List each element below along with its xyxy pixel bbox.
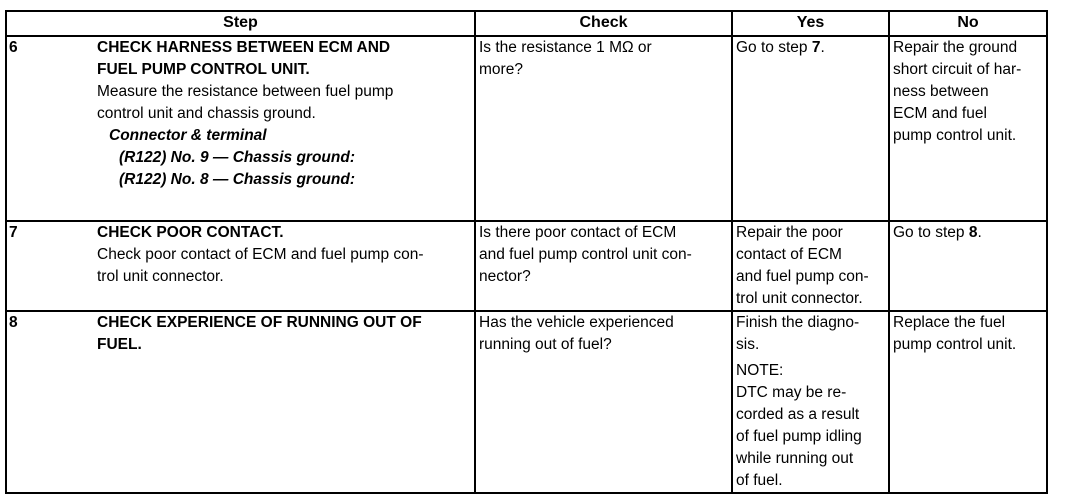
- note-line: while running out: [736, 450, 854, 467]
- note-line: of fuel.: [736, 472, 783, 489]
- no-line: pump control unit.: [893, 336, 1017, 353]
- header-row: [6, 11, 1047, 36]
- yes-suffix: .: [820, 39, 825, 56]
- no-line: ECM and fuel: [893, 105, 987, 122]
- yes-line: [736, 37, 885, 59]
- yes-line: Repair the poor: [736, 224, 843, 241]
- check-line: and fuel pump control unit con-: [479, 246, 692, 263]
- check-line: more?: [479, 61, 523, 78]
- check-line: Has the vehicle experienced: [479, 314, 674, 331]
- table-row: [6, 36, 1047, 221]
- check-line: running out of fuel?: [479, 336, 612, 353]
- yes-cell: [732, 221, 889, 311]
- terminal-line: (R122) No. 8 — Chassis ground:: [119, 171, 355, 188]
- check-line: nector?: [479, 268, 531, 285]
- step-title-line: FUEL.: [97, 336, 142, 353]
- check-cell: [475, 221, 732, 311]
- table-row: [6, 311, 1047, 493]
- terminal-line: (R122) No. 9 — Chassis ground:: [119, 149, 355, 166]
- check-cell: [475, 311, 732, 493]
- yes-line: and fuel pump con-: [736, 268, 869, 285]
- no-cell: [889, 36, 1047, 221]
- no-line: ness between: [893, 83, 989, 100]
- header-yes: Yes: [732, 11, 889, 36]
- yes-cell: [732, 36, 889, 221]
- step-number: 7: [9, 224, 18, 241]
- note-line: DTC may be re-: [736, 384, 847, 401]
- yes-step-ref: 7: [811, 39, 821, 56]
- no-line: pump control unit.: [893, 127, 1017, 144]
- step-body-line: Measure the resistance between fuel pump: [97, 83, 394, 100]
- check-line: Is there poor contact of ECM: [479, 224, 677, 241]
- step-title-line: CHECK POOR CONTACT.: [97, 224, 284, 241]
- step-body-line: trol unit connector.: [97, 268, 224, 285]
- step-cell: [6, 311, 475, 493]
- yes-line: Finish the diagno-: [736, 314, 860, 331]
- table-row: [6, 221, 1047, 311]
- yes-cell: [732, 311, 889, 493]
- header-check: Check: [475, 11, 732, 36]
- check-cell: [475, 36, 732, 221]
- diagnostic-table: [5, 10, 1048, 494]
- no-line: Repair the ground: [893, 39, 1018, 56]
- no-cell: [889, 221, 1047, 311]
- step-title-line: FUEL PUMP CONTROL UNIT.: [97, 61, 310, 78]
- step-number: 6: [9, 39, 18, 56]
- no-line: [893, 222, 1043, 244]
- no-cell: [889, 311, 1047, 493]
- yes-line: trol unit connector.: [736, 290, 863, 307]
- step-title-line: CHECK EXPERIENCE OF RUNNING OUT OF: [97, 314, 422, 331]
- step-title-line: CHECK HARNESS BETWEEN ECM AND: [97, 39, 391, 56]
- no-suffix: .: [977, 224, 982, 241]
- yes-line: contact of ECM: [736, 246, 842, 263]
- no-line: short circuit of har-: [893, 61, 1022, 78]
- note-line: of fuel pump idling: [736, 428, 862, 445]
- step-cell: [6, 36, 475, 221]
- connector-label: Connector & terminal: [109, 127, 267, 144]
- yes-line: sis.: [736, 336, 760, 353]
- no-line: Replace the fuel: [893, 314, 1006, 331]
- yes-prefix: Go to step: [736, 39, 812, 56]
- step-number: 8: [9, 314, 18, 331]
- step-body-line: control unit and chassis ground.: [97, 105, 316, 122]
- header-no: No: [889, 11, 1047, 36]
- header-step: Step: [6, 11, 475, 36]
- note-line: corded as a result: [736, 406, 860, 423]
- no-prefix: Go to step: [893, 224, 969, 241]
- note-label: NOTE:: [736, 362, 784, 379]
- step-body-line: Check poor contact of ECM and fuel pump con-: [97, 246, 424, 263]
- step-cell: [6, 221, 475, 311]
- check-line: Is the resistance 1 MΩ or: [479, 39, 652, 56]
- no-step-ref: 8: [968, 224, 978, 241]
